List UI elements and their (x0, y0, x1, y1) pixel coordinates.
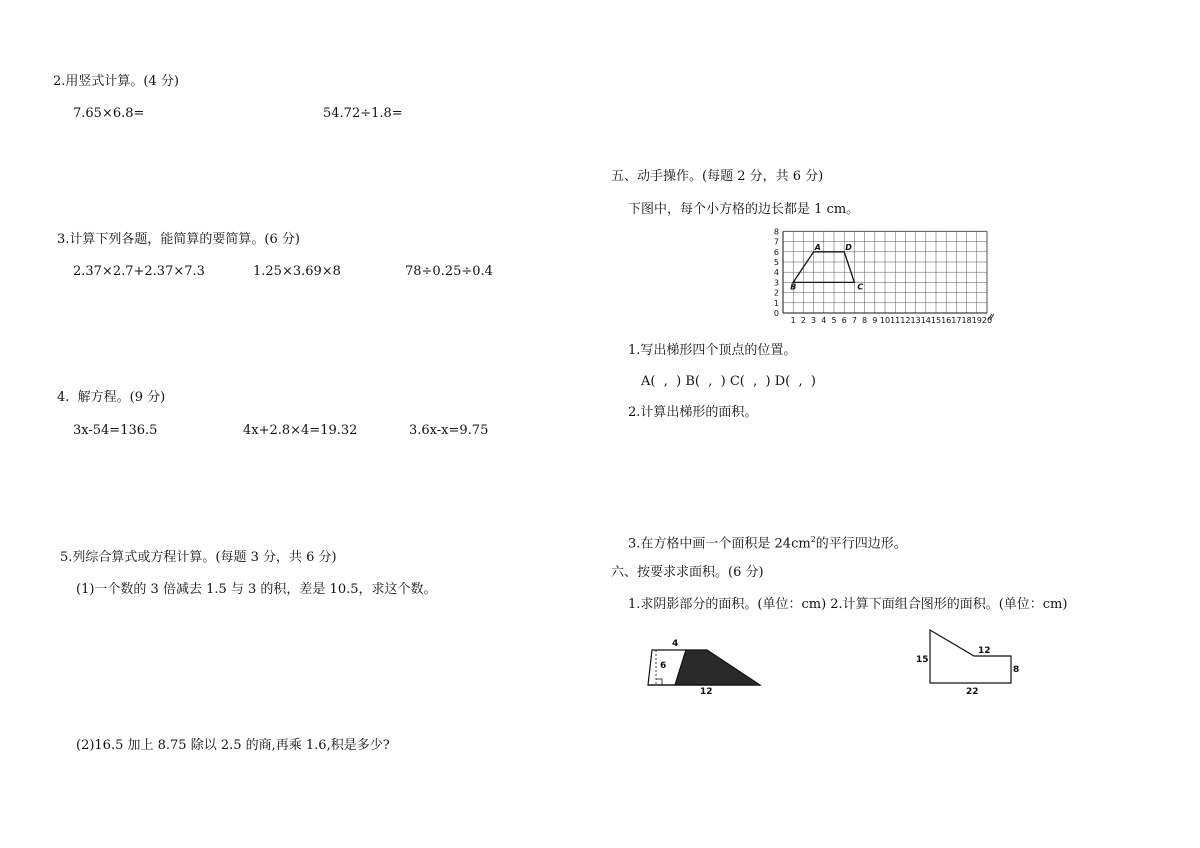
q3-item-3: 78÷0.25÷0.4 (405, 264, 493, 279)
q5-title: 5.列综合算式或方程计算。(每题 3 分，共 6 分) (60, 550, 337, 565)
grid-y-labels (774, 228, 779, 318)
grid-y-tick-label: 1 (773, 298, 779, 308)
coordinate-grid (768, 228, 1000, 328)
grid-x-tick-label: 16 (941, 316, 952, 325)
grid-x-tick-label: 9 (872, 316, 878, 325)
q3-item-1: 2.37×2.7+2.37×7.3 (73, 264, 205, 279)
grid-x-tick-label: 15 (930, 316, 942, 325)
grid-x-tick-label: 3 (811, 316, 817, 325)
grid-x-tick-label: 19 (971, 316, 982, 325)
shaded-area-figure (640, 628, 770, 700)
q2-item-1: 7.65×6.8= (73, 106, 145, 121)
grid-x-tick-label: 2 (800, 316, 806, 325)
vertex-label-d: D (845, 242, 852, 252)
q4-item-1: 3x-54=136.5 (73, 423, 158, 438)
section-5-q1-answer: A( , ) B( , ) C( , ) D( , ) (641, 374, 816, 389)
grid-x-tick-label: 11 (890, 316, 901, 325)
fig1-height-label: 6 (660, 661, 667, 671)
grid-x-tick-label: 6 (841, 316, 847, 325)
section-6-question: 1.求阴影部分的面积。(单位：cm) 2.计算下面组合图形的面积。(单位：cm) (628, 597, 1068, 612)
section-5-q1: 1.写出梯形四个顶点的位置。 (628, 343, 797, 358)
fig1-top-label: 4 (672, 639, 679, 649)
composite-figure (910, 624, 1030, 696)
q2-item-2: 54.72÷1.8= (323, 106, 403, 121)
grid-y-tick-label: 4 (773, 268, 779, 278)
fig2-bottom-label: 22 (966, 687, 979, 696)
q3-title: 3.计算下列各题，能简算的要简算。(6 分) (57, 232, 300, 247)
grid-x-tick-label: 10 (879, 316, 891, 325)
grid-y-tick-label: 8 (773, 228, 779, 237)
grid-y-tick-label: 5 (773, 258, 779, 267)
grid-x-tick-label: 7 (851, 316, 857, 325)
q5-sub-2: (2)16.5 加上 8.75 除以 2.5 的商,再乘 1.6,积是多少? (76, 738, 390, 753)
fig1-base-label: 12 (700, 687, 713, 697)
section-5-q3-sup: 2 (810, 535, 816, 544)
grid-x-tick-label: 17 (951, 316, 962, 325)
grid-x-tick-label: 8 (862, 316, 868, 325)
grid-x-tick-label: 12 (900, 316, 911, 325)
section-5-q3-pre: 3.在方格中画一个面积是 24cm (628, 536, 811, 552)
composite-shape (930, 630, 1011, 683)
section-6-title: 六、按要求求面积。(6 分) (611, 565, 764, 580)
grid-x-tick-label: 13 (910, 316, 921, 325)
q4-item-2: 4x+2.8×4=19.32 (243, 423, 358, 438)
q4-title: 4. 解方程。(9 分) (57, 390, 166, 405)
trapezoid-vertex-labels (790, 243, 863, 292)
section-5-title: 五、动手操作。(每题 2 分，共 6 分) (611, 169, 824, 184)
grid-lines (783, 231, 987, 313)
vertex-label-a: A (814, 242, 821, 252)
grid-y-tick-label: 7 (773, 237, 779, 247)
shaded-triangle (675, 650, 760, 685)
section-5-q3 (628, 532, 907, 552)
section-5-intro: 下图中，每个小方格的边长都是 1 cm。 (628, 202, 860, 217)
grid-y-tick-label: 6 (773, 247, 779, 257)
grid-y-tick-label: 0 (773, 309, 779, 318)
grid-x-tick-label: 1 (790, 316, 796, 325)
grid-x-labels (791, 316, 992, 325)
grid-x-tick-label: 4 (821, 316, 827, 325)
grid-x-tick-label: 5 (831, 316, 837, 325)
vertex-label-c: C (857, 282, 864, 292)
fig2-right-label: 8 (1013, 665, 1020, 675)
section-5-q3-post: 的平行四边形。 (815, 536, 907, 552)
section-5-q2: 2.计算出梯形的面积。 (628, 405, 758, 420)
vertex-label-b: B (790, 282, 797, 292)
q3-item-2: 1.25×3.69×8 (253, 264, 341, 279)
q5-sub-1: (1)一个数的 3 倍减去 1.5 与 3 的积，差是 10.5，求这个数。 (76, 582, 437, 597)
q2-title: 2.用竖式计算。(4 分) (53, 74, 179, 89)
q4-item-3: 3.6x-x=9.75 (409, 423, 489, 438)
grid-x-tick-label: 14 (920, 316, 931, 325)
grid-x-tick-label: 20 (981, 316, 993, 325)
grid-x-tick-label: 18 (961, 316, 972, 325)
grid-y-tick-label: 2 (773, 288, 779, 298)
fig2-left-label: 15 (916, 655, 929, 665)
fig2-top-label: 12 (978, 646, 991, 656)
grid-y-tick-label: 3 (773, 278, 779, 288)
